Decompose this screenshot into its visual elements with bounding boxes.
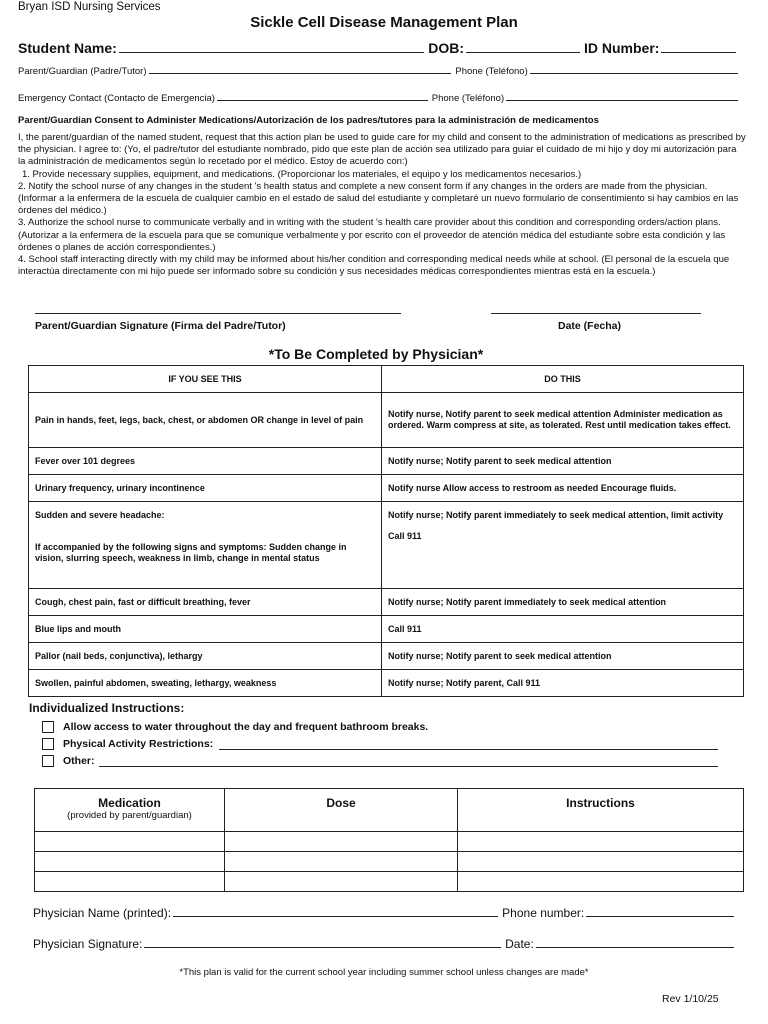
phone-label-2: Phone (Teléfono) (431, 93, 505, 104)
physician-signature-label: Physician Signature: (33, 937, 143, 951)
medication-cell[interactable] (35, 872, 225, 892)
id-number-field[interactable] (661, 41, 736, 53)
consent-item-2: 2. Notify the school nurse of any changes in the student 's health status and complete a new consent form if any changes in the orders are made from the physician. (Informar a la enfermera de la escuela de cualquier cambio en el estado de salud del estudiante y completaré un nuevo formulario de consentimiento si hay cambios en las órdenes del médico.) (18, 180, 739, 217)
instructions-cell[interactable] (458, 852, 744, 872)
physician-name-label: Physician Name (printed): (33, 906, 172, 920)
symptom-cell: Pain in hands, feet, legs, back, chest, or abdomen OR change in level of pain (29, 393, 382, 448)
action-cell: Notify nurse Allow access to restroom as needed Encourage fluids. (382, 475, 744, 502)
dose-cell[interactable] (225, 832, 458, 852)
medication-header-row (35, 789, 744, 832)
action-cell: Notify nurse, Notify parent to seek medical attention Administer medication as ordered. Warm compress at site, as tolerated. Rest until medication takes effect. (382, 393, 744, 448)
page-title: Sickle Cell Disease Management Plan (250, 14, 518, 31)
revision-date: Rev 1/10/25 (662, 993, 719, 1005)
validity-note: *This plan is valid for the current school year including summer school unless changes are made* (179, 967, 589, 978)
organization-name: Bryan ISD Nursing Services (18, 1, 161, 13)
consent-item-4: 4. School staff interacting directly with my child may be informed about his/her condition and corresponding medical needs while at school. (El personal de la escuela que interactúa directamente con mi hijo puede ser informado sobre su condición y sus necesidades médicas correspondientes mientras está en la escuela.) (18, 254, 730, 278)
col-header-medication (35, 789, 225, 832)
col-header-if-you-see: IF YOU SEE THIS (29, 366, 382, 393)
symptom-cell (29, 502, 382, 589)
col-header-instructions: Instructions (458, 789, 744, 832)
physician-name-row (33, 905, 738, 920)
parent-signature-label: Parent/Guardian Signature (Firma del Padre/Tutor) (35, 320, 286, 332)
option-activity-restrictions (42, 738, 722, 750)
col-header-dose: Dose (225, 789, 458, 832)
emergency-contact-field[interactable] (217, 91, 428, 101)
table-row (29, 502, 744, 589)
consent-intro: I, the parent/guardian of the named student, request that this action plan be used to guide care for my child and consent to the administration of medications as prescribed by the physician. I agree to: (Yo, el padre/tutor del estudiante nombrado, pido que este plan de acción sea utilizado para guiar el cuidado de mi hijo y doy mi autorización para la administración de medicamentos según lo recetado por el médico. Estoy de acuerdo con:) (18, 132, 746, 168)
parent-date-label: Date (Fecha) (558, 320, 622, 332)
option-label: Other: (63, 755, 95, 767)
table-row (35, 832, 744, 852)
table-row (29, 475, 744, 502)
parent-signature-date-field[interactable] (491, 313, 701, 314)
symptom-cell: Pallor (nail beds, conjunctiva), lethargy (29, 643, 382, 670)
table-row (35, 872, 744, 892)
option-other (42, 755, 722, 767)
medication-cell[interactable] (35, 832, 225, 852)
consent-item-3: 3. Authorize the school nurse to communicate verbally and in writing with the student 's health care provider about this condition and corresponding orders/action plans. (Autorizar a la enfermera de la escuela para que se comunique verbalmente y por escrito con el proveedor de atención médica del estudiante sobre esta condición y las órdenes o planes de acción correspondientes.) (18, 217, 726, 253)
activity-restrictions-field[interactable] (219, 739, 718, 750)
emergency-phone-field[interactable] (506, 91, 738, 101)
symptom-headache-signs: If accompanied by the following signs and symptoms: Sudden change in vision, slurring speech, weakness in limb, change in mental status (35, 542, 347, 563)
other-field[interactable] (99, 756, 719, 767)
consent-text (18, 132, 746, 278)
table-row (29, 589, 744, 616)
phone-label: Phone (Teléfono) (455, 66, 528, 77)
parent-guardian-field[interactable] (149, 64, 452, 74)
action-cell: Notify nurse; Notify parent, Call 911 (382, 670, 744, 697)
action-headache: Notify nurse; Notify parent immediately to seek medical attention, limit activity (388, 510, 724, 520)
table-row (29, 643, 744, 670)
action-headache-signs: Call 911 (388, 531, 422, 541)
action-cell: Notify nurse; Notify parent to seek medical attention (382, 643, 744, 670)
action-cell: Notify nurse; Notify parent to seek medical attention (382, 448, 744, 475)
parent-guardian-label: Parent/Guardian (Padre/Tutor) (18, 66, 147, 77)
instructions-cell[interactable] (458, 872, 744, 892)
consent-item-1: 1. Provide necessary supplies, equipment, and medications. (Proporcionar los materiales, el equipo y los medicamentos necesarios.) (22, 168, 582, 180)
action-cell (382, 502, 744, 589)
parent-phone-field[interactable] (530, 64, 738, 74)
checkbox-other[interactable] (42, 755, 54, 767)
physician-section-heading: *To Be Completed by Physician* (268, 346, 484, 362)
medication-header-label: Medication (98, 796, 161, 810)
table-row (29, 670, 744, 697)
physician-signature-row (33, 936, 738, 951)
individualized-heading: Individualized Instructions: (29, 701, 185, 715)
checkbox-water-access[interactable] (42, 721, 54, 733)
symptom-cell: Urinary frequency, urinary incontinence (29, 475, 382, 502)
parent-signature-field[interactable] (35, 313, 401, 314)
symptom-headache: Sudden and severe headache: (35, 510, 165, 520)
table-row (29, 393, 744, 448)
symptom-cell: Swollen, painful abdomen, sweating, lethargy, weakness (29, 670, 382, 697)
symptom-cell: Fever over 101 degrees (29, 448, 382, 475)
table-row (35, 852, 744, 872)
table-row (29, 616, 744, 643)
instructions-cell[interactable] (458, 832, 744, 852)
id-number-label: ID Number: (583, 40, 660, 56)
dose-cell[interactable] (225, 852, 458, 872)
table-header-row (29, 366, 744, 393)
emergency-contact-label: Emergency Contact (Contacto de Emergencia) (18, 93, 215, 104)
student-info-row (18, 40, 740, 56)
dob-field[interactable] (466, 41, 580, 53)
action-cell: Notify nurse; Notify parent immediately to seek medical attention (382, 589, 744, 616)
medication-table (34, 788, 744, 892)
student-name-field[interactable] (119, 41, 425, 53)
table-row (29, 448, 744, 475)
dob-label: DOB: (428, 40, 465, 56)
medication-cell[interactable] (35, 852, 225, 872)
physician-phone-label: Phone number: (502, 906, 585, 920)
physician-phone-field[interactable] (586, 905, 734, 917)
dose-cell[interactable] (225, 872, 458, 892)
checkbox-activity-restrictions[interactable] (42, 738, 54, 750)
medication-header-sub: (provided by parent/guardian) (67, 810, 192, 821)
option-label: Allow access to water throughout the day and frequent bathroom breaks. (63, 721, 429, 733)
physician-date-label: Date: (505, 937, 534, 951)
option-label: Physical Activity Restrictions: (63, 738, 214, 750)
parent-guardian-row (18, 64, 742, 77)
student-name-label: Student Name: (18, 40, 117, 56)
physician-date-field[interactable] (536, 936, 734, 948)
symptom-cell: Blue lips and mouth (29, 616, 382, 643)
emergency-contact-row (18, 91, 742, 104)
care-instructions-table (28, 365, 744, 697)
col-header-do-this: DO THIS (382, 366, 744, 393)
physician-name-field[interactable] (173, 905, 498, 917)
option-water-access (42, 721, 428, 733)
action-cell: Call 911 (382, 616, 744, 643)
consent-heading: Parent/Guardian Consent to Administer Medications/Autorización de los padres/tutores para la administración de medicamentos (18, 115, 599, 126)
symptom-cell: Cough, chest pain, fast or difficult breathing, fever (29, 589, 382, 616)
physician-signature-field[interactable] (144, 936, 501, 948)
